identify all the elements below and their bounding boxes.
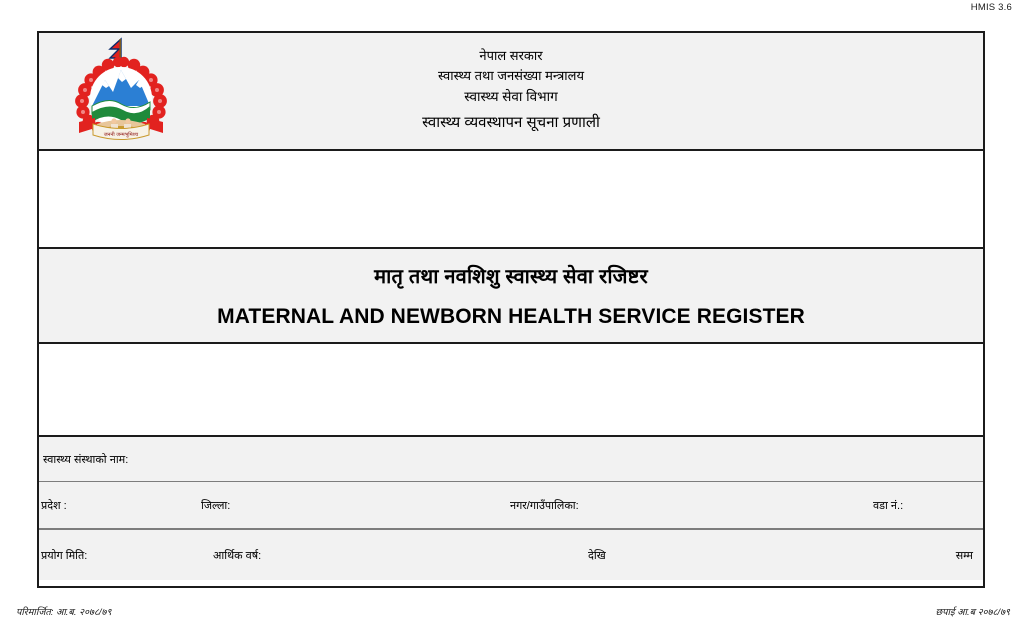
register-title-row — [39, 249, 983, 344]
register-title-nepali: मातृ तथा नवशिशु स्वास्थ्य सेवा रजिष्टर — [374, 266, 648, 288]
ward-number-label: वडा नं.: — [873, 499, 904, 512]
municipality-label: नगर/गाउँपालिका: — [510, 499, 579, 512]
nepal-coat-of-arms-icon — [65, 36, 177, 146]
print-footer: छपाई आ.ब २०७८/७९ — [935, 607, 1010, 618]
register-title-english: MATERNAL AND NEWBORN HEALTH SERVICE REGISTER — [217, 305, 805, 328]
fiscal-year-label: आर्थिक वर्ष: — [213, 549, 262, 562]
period-row[interactable] — [39, 530, 983, 580]
hmis-version-stamp: HMIS 3.6 — [970, 2, 1012, 13]
blank-band-lower — [39, 344, 983, 437]
locality-row[interactable] — [39, 482, 983, 530]
province-label: प्रदेश : — [41, 499, 67, 512]
usage-date-label: प्रयोग मिति: — [41, 549, 88, 562]
department-name: स्वास्थ्य सेवा विभाग — [464, 89, 558, 105]
emblem-cell — [39, 33, 189, 149]
period-from-label: देखि — [588, 549, 606, 562]
district-label: जिल्ला: — [201, 499, 231, 512]
ministry-name: स्वास्थ्य तथा जनसंख्या मन्त्रालय — [438, 68, 584, 84]
masthead-text-block — [189, 33, 983, 149]
system-name: स्वास्थ्य व्यवस्थापन सूचना प्रणाली — [422, 113, 600, 131]
revision-footer: परिमार्जित: आ.ब. २०७८/७९ — [16, 607, 112, 618]
period-to-label: सम्म — [955, 549, 973, 562]
facility-name-row[interactable] — [39, 437, 983, 482]
government-name: नेपाल सरकार — [479, 47, 543, 63]
facility-name-label: स्वास्थ्य संस्थाको नाम: — [43, 453, 129, 466]
blank-band-upper — [39, 151, 983, 249]
register-cover-frame — [37, 31, 985, 588]
svg-text:जननी जन्मभूमिश्च: जननी जन्मभूमिश्च — [103, 132, 139, 138]
masthead-row — [39, 33, 983, 151]
